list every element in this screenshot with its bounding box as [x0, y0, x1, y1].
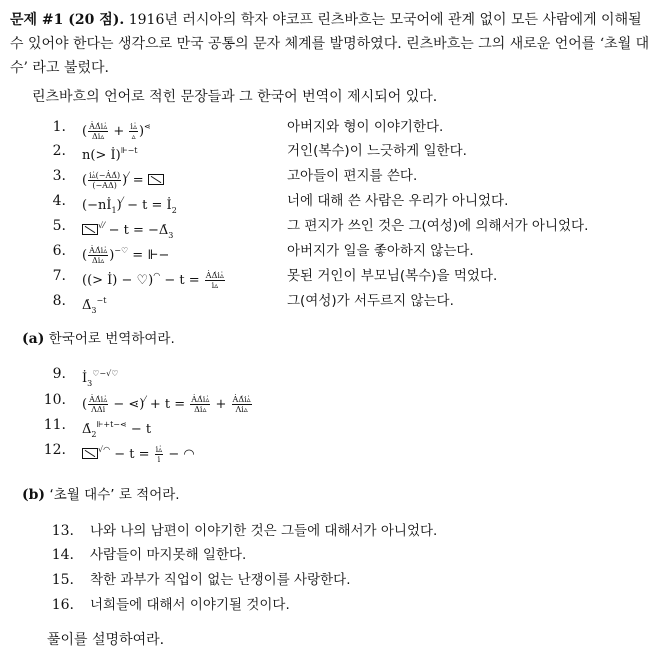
part-a-heading: (a) 한국어로 번역하여라.: [22, 331, 175, 347]
formula: ( $\frac{Ȧ\Deltȧi▵̇}{\Delta i▵}$ + $\frac{i▵̇}{▵}$ )⋖: [82, 122, 151, 141]
formula: ((> İ) − ♡)◠ − t = $\frac{Ȧ\Deltȧi▵̇}{i▵}$: [82, 271, 224, 290]
sentence-number: 2.: [52, 143, 66, 159]
part-b-item: [0, 543, 659, 567]
formula: $(-nİ_1)^⁄ - t$ = $İ_2$: [82, 196, 177, 215]
sentence-number: 8.: [52, 293, 66, 309]
part-b-item: [0, 593, 659, 617]
problem-intro: [10, 8, 650, 80]
item-number: 12.: [43, 442, 66, 458]
sentence-translation: 너에 대해 쓴 사람은 우리가 아니었다.: [287, 193, 509, 209]
item-text: 착한 과부가 직업이 없는 난쟁이를 사랑한다.: [90, 572, 351, 588]
formula: $^{√⁄} - t = -\Deltȧ_3$: [82, 214, 173, 248]
item-number: 13.: [51, 523, 74, 539]
envelope-icon: [148, 174, 164, 185]
item-number: 9.: [52, 366, 66, 382]
sentence-translation: 그(여성)가 서두르지 않는다.: [287, 293, 454, 309]
part-a-item: [0, 388, 659, 412]
sentence-number: 3.: [52, 168, 66, 184]
part-b-item: [0, 568, 659, 592]
part-b-heading: (b) ‘초월 대수’ 로 적어라.: [22, 487, 180, 503]
problem-title: 문제 #1 (20 점).: [10, 12, 125, 28]
sentence-translation: 아버지가 일을 좋아하지 않는다.: [287, 243, 474, 259]
sentence-row: [0, 139, 659, 163]
sentence-number: 6.: [52, 243, 66, 259]
intro-text: 1916년 러시아의 학자 야코프 린츠바흐는 모국어에 관계 없이 모든 사람에게 이해될 수 있어야 한다는 생각으로 만국 공통의 문자 체계를 발명하였다. 린츠바흐는 그의 새로운 언어를 ‘초월 대수’ 라고 불렀다.: [10, 12, 650, 76]
formula: ( $\frac{Ȧ\Deltȧi▵̇}{\Delta i▵}$ )−♡ = ⊩−: [82, 246, 170, 265]
sentence-translation: 고아들이 편지를 쓴다.: [287, 168, 418, 184]
item-text: 너희들에 대해서 이야기될 것이다.: [90, 597, 290, 613]
formula: $\Deltȧ_3^{-t}$: [82, 296, 107, 315]
sentence-row: [0, 264, 659, 288]
sentence-number: 7.: [52, 268, 66, 284]
part-a-item: [0, 438, 659, 462]
part-a-item: [0, 413, 659, 437]
sentence-translation: 거인(복수)이 느긋하게 일한다.: [287, 143, 467, 159]
formula: $İ_3^{♡-√♡}$: [82, 369, 119, 388]
formula: ( $\frac{Ȧ\Deltȧi▵̇}{\text{ΛΔi}}$ − ⋖)⁄ + t = $\frac{Ȧ\Deltȧi▵̇}{\Delta i▵}$ + $\frac{Ȧ\Deltȧi▵̇}{\Lambda i▵}$: [82, 395, 251, 414]
intro-text-2: 린츠바흐의 언어로 적힌 문장들과 그 한국어 번역이 제시되어 있다.: [32, 89, 438, 105]
item-number: 16.: [51, 597, 74, 613]
item-number: 14.: [51, 547, 74, 563]
part-b-item: [0, 519, 659, 543]
closing-text: 풀이를 설명하여라.: [47, 632, 165, 648]
formula: n(> İ)$^{⊩-t}$: [82, 146, 138, 163]
item-number: 10.: [43, 392, 66, 408]
sentence-row: [0, 115, 659, 139]
envelope-icon: [82, 224, 98, 235]
formula: ( $\frac{i▵̇(-Ȧ\Deltȧ)}{(-Ȧ\Delta)}$ )⁄ =: [82, 164, 164, 193]
envelope-icon: [82, 448, 98, 459]
item-number: 15.: [51, 572, 74, 588]
sentence-translation: 못된 거인이 부모님(복수)을 먹었다.: [287, 268, 498, 284]
sentence-number: 1.: [52, 119, 66, 135]
sentence-translation: 그 편지가 쓰인 것은 그(여성)에 의해서가 아니었다.: [287, 218, 589, 234]
sentence-row: [0, 189, 659, 213]
sentence-row: [0, 289, 659, 313]
item-text: 사람들이 마지못해 일한다.: [90, 547, 247, 563]
sentence-row: [0, 214, 659, 238]
sentence-number: 5.: [52, 218, 66, 234]
item-number: 11.: [43, 417, 66, 433]
sentence-translation: 아버지와 형이 이야기한다.: [287, 119, 444, 135]
sentence-row: [0, 239, 659, 263]
part-a-item: [0, 362, 659, 386]
formula: $\Deltȧ_2^{⊩+t-⋖} - t$: [82, 420, 152, 439]
sentence-row: [0, 164, 659, 188]
item-text: 나와 나의 남편이 이야기한 것은 그들에 대해서가 아니었다.: [90, 523, 438, 539]
formula: √◠ − t = $\frac{i▵̇}{i}$ − ◠: [82, 438, 195, 467]
sentence-number: 4.: [52, 193, 66, 209]
